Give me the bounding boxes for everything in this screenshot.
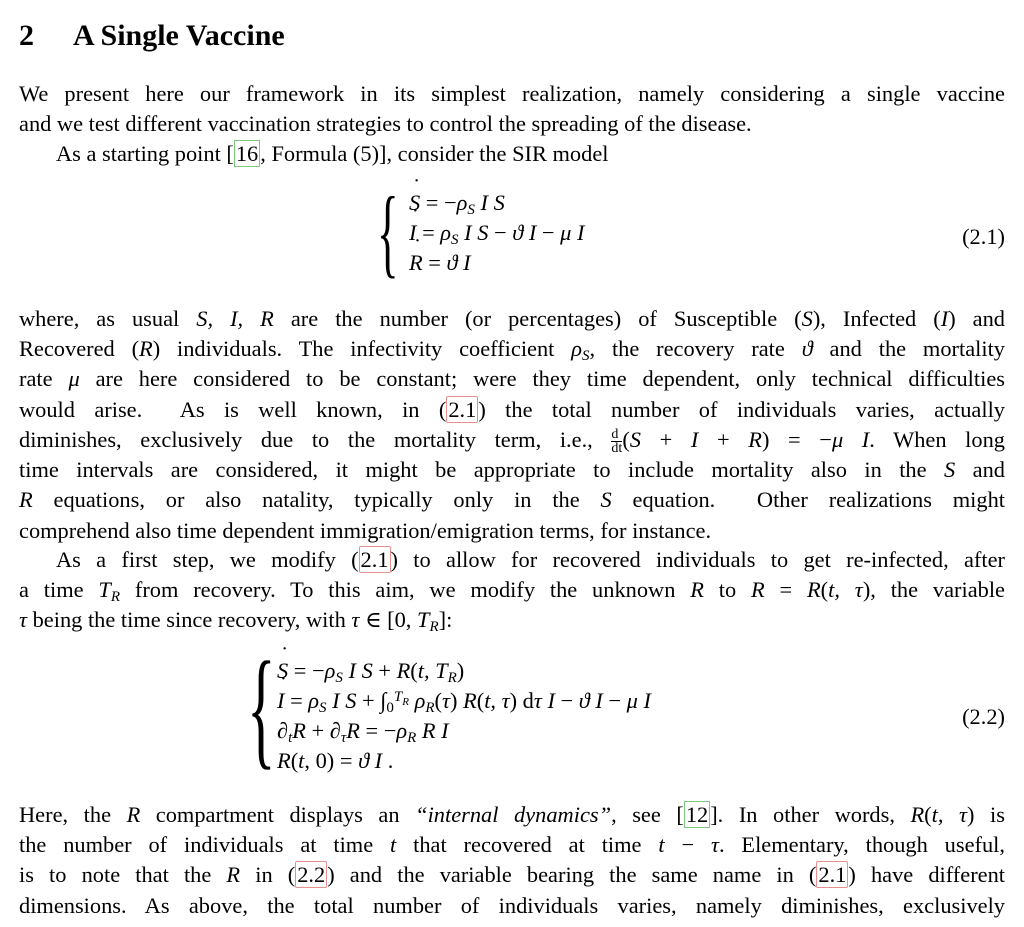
equation-lines xyxy=(277,656,651,776)
paragraph-sir-intro xyxy=(19,139,1005,169)
paragraph-line: R equations, or also natality, typically only in the S equation. Other realizations might xyxy=(19,487,1005,513)
equation-ref-link[interactable]: 2.2 xyxy=(297,862,326,888)
paragraph-reinfection xyxy=(19,545,1005,636)
left-brace: { xyxy=(247,634,276,781)
equation-line: ˙ $S = -\rho_S$ I S + R(t, $T_R$) xyxy=(277,656,651,686)
paragraph-line: rate μ are here considered to be constant; were they time dependent, only technical difficulties xyxy=(19,366,1005,392)
paragraph-line: a time $T_R$ from recovery. To this aim, we modify the unknown R to R = R(t, τ), the variable xyxy=(19,577,1005,606)
paragraph-sir-description xyxy=(19,304,1005,546)
paragraph-line: Recovered (R) individuals. The infectivity coefficient $\rho_S$, the recovery rate ϑ and the mortality xyxy=(19,336,1005,365)
equation-line: ˙ $S = -\rho_S$ I S xyxy=(409,188,584,218)
left-brace: { xyxy=(377,176,399,287)
paragraph-line: τ being the time since recovery, with τ ∈ [0, $T_R$]: xyxy=(19,607,453,636)
equation-ref-link[interactable]: 2.1 xyxy=(448,396,477,422)
paragraph-line: comprehend also time dependent immigration/emigration terms, for instance. xyxy=(19,517,712,543)
equation-line: ˙ R = ϑ I xyxy=(409,248,584,278)
equation-line: $\partial_tR + \partial_\tau R = -\rho_R$ R I xyxy=(277,718,449,746)
equation-2-1 xyxy=(19,176,1005,292)
paragraph-line: time intervals are considered, it might be appropriate to include mortality also in the S and xyxy=(19,457,1005,483)
equation-ref-link[interactable]: 2.1 xyxy=(360,547,389,572)
equation-2-2 xyxy=(19,634,1005,784)
equation-number: (2.2) xyxy=(962,704,1005,729)
paragraph-line: dimensions. As above, the total number of individuals varies, namely diminishes, exclusively xyxy=(19,892,1005,918)
paragraph-line: Here, the R compartment displays an “internal dynamics”, see [12]. In other words, R(t, τ) is xyxy=(19,802,1005,827)
equation-line: ˙ $I = \rho_S$ I $S + \int_0^{T_R}$ $\rho_R(\tau)$ R(t, τ) dτ I − ϑ I − μ I xyxy=(277,686,651,716)
equation-ref-link[interactable]: 2.1 xyxy=(818,862,847,888)
section-number: 2 xyxy=(19,19,34,52)
section-title: A Single Vaccine xyxy=(73,19,285,52)
paragraph-line: and we test different vaccination strategies to control the spreading of the disease. xyxy=(19,111,752,137)
paragraph-line: the number of individuals at time t that recovered at time t − τ. Elementary, though useful, xyxy=(19,832,1005,858)
paragraph-line: would arise. As is well known, in (2.1) the total number of individuals varies, actually xyxy=(19,396,1005,422)
equation-line: R(t, 0) = ϑ I . xyxy=(277,748,394,773)
equation-lines xyxy=(409,188,584,278)
paragraph-line: is to note that the R in (2.2) and the variable bearing the same name in (2.1) have different xyxy=(19,862,1006,888)
paragraph-intro xyxy=(19,79,1005,139)
paragraph-line: As a starting point [16, Formula (5)], consider the SIR model xyxy=(56,141,609,166)
paragraph-internal-dynamics xyxy=(19,800,1005,921)
equation-line: ˙ $I = \rho_S$ I S − ϑ I − μ I xyxy=(409,218,584,248)
paragraph-line: As a first step, we modify (2.1) to allow for recovered individuals to get re-infected, after xyxy=(56,547,1005,572)
paragraph-line: diminishes, exclusively due to the mortality term, i.e., $\frac{d}{dt}$ (S + I + R) = −μ I. When long xyxy=(19,426,1005,457)
section-heading xyxy=(19,16,285,56)
paragraph-line: We present here our framework in its simplest realization, namely considering a single vaccine xyxy=(19,81,1005,106)
equation-number: (2.1) xyxy=(962,224,1005,249)
citation-link[interactable]: 16 xyxy=(235,141,259,166)
paragraph-line: where, as usual S, I, R are the number (or percentages) of Susceptible (S), Infected (I) and xyxy=(19,306,1005,331)
citation-link[interactable]: 12 xyxy=(685,802,709,827)
